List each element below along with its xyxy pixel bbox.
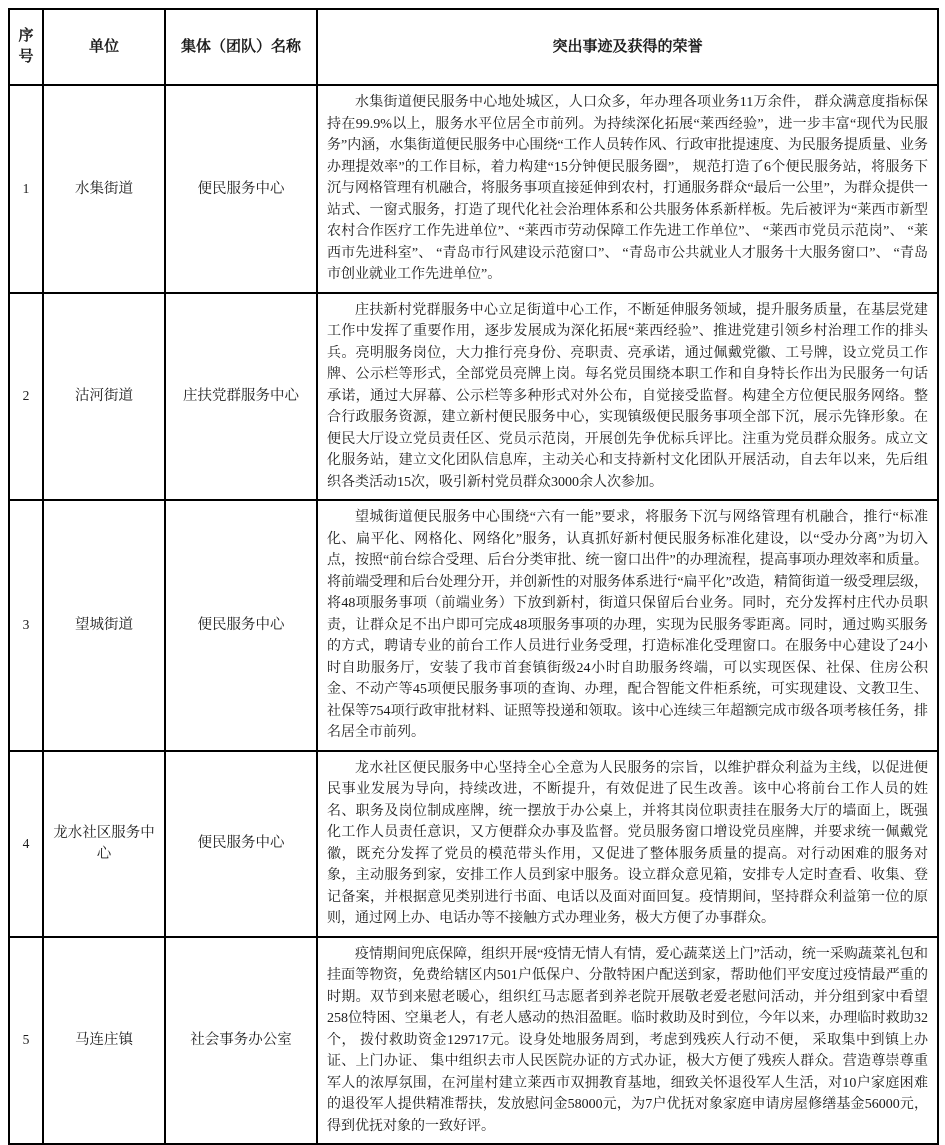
deeds-text: 疫情期间兜底保障，组织开展“疫情无情人有情，爱心蔬菜送上门”活动，统一采购蔬菜礼包和挂面等物资，免费给辖区内501户低保户、分散特困户配送到家，帮助他们平安度过疫情最严重的时期。双节到来慰老暖心，组织红马志愿者到养老院开展敬老爱老慰问活动，并分组到家中看望258位特困、空巢老人，有老人感动的热泪盈眶。临时救助及时到位，今年以来，办理临时救助32个， 拨付救助资金129717元。设身处地服务周到，考虑到残疾人行动不便， 采取集中到镇上办证、上门办证、 集中组织去市人民医院办证的方式办证，极大方便了残疾人群众。营造尊崇尊重军人的浓厚氛围，在河崖村建立莱西市双拥教育基地，细致关怀退役军人生活，对10户家庭困难的退役军人提供精准帮扶，发放慰问金58000元，为7户优抚对象家庭申请房屋修缮基金56000元，得到优抚对象的一致好评。 — [327, 946, 928, 1134]
header-deeds: 突出事迹及获得的荣誉 — [317, 9, 938, 85]
unit-cell: 望城街道 — [43, 500, 165, 751]
deeds-text: 庄扶新村党群服务中心立足街道中心工作，不断延伸服务领域，提升服务质量，在基层党建工作中发挥了重要作用，逐步发展成为深化拓展“莱西经验”、推进党建引领乡村治理工作的排头兵。亮明服务岗位，大力推行亮身份、亮职责、亮承诺，通过佩戴党徽、工号牌，设立党员工作牌、公示栏等形式，全部党员亮牌上岗。每名党员围绕本职工作和自身特长作出为民服务一句话承诺，通过大屏幕、公示栏等多种形式对外公布，自觉接受监督。构建全方位便民服务网络。整合行政服务资源，建立新村便民服务中心，实现镇级便民服务事项全部下沉，展示先锋形象。在便民大厅设立党员责任区、党员示范岗，开展创先争优标兵评比。注重为党员群众服务。成立文化服务站，建立文化团队信息库，主动关心和支持新村文化团队开展活动，自去年以来，先后组织各类活动15次，吸引新村党员群众3000余人次参加。 — [327, 302, 928, 490]
header-team: 集体（团队）名称 — [165, 9, 317, 85]
team-cell: 社会事务办公室 — [165, 937, 317, 1145]
deeds-cell — [317, 937, 938, 1145]
row-number: 5 — [9, 937, 43, 1145]
table-row — [9, 751, 938, 937]
table-row — [9, 500, 938, 751]
row-number: 1 — [9, 85, 43, 293]
team-cell: 庄扶党群服务中心 — [165, 293, 317, 501]
deeds-text: 龙水社区便民服务中心坚持全心全意为人民服务的宗旨，以维护群众利益为主线，以促进便民事业发展为导向，持续改进，不断提升，有效促进了民生改善。该中心将前台工作人员的姓名、职务及岗位制成座牌，统一摆放于办公桌上，并将其岗位职责挂在服务大厅的墙面上，既强化工作人员责任意识，又方便群众办事及监督。党员服务窗口增设党员座牌，并要求统一佩戴党徽，既充分发挥了党员的模范带头作用，又促进了整体服务质量的提高。对行动困难的服务对象，主动服务到家，安排工作人员到家中服务。设立群众意见箱，安排专人定时查看、收集、登记备案，并根据意见类别进行书面、电话以及面对面回复。疫情期间，坚持群众利益第一位的原则，通过网上办、电话办等不接触方式办理业务，极大方便了办事群众。 — [327, 760, 928, 926]
row-number: 4 — [9, 751, 43, 937]
deeds-text: 望城街道便民服务中心围绕“六有一能”要求，将服务下沉与网络管理有机融合，推行“标准化、扁平化、网格化、网络化”服务，认真抓好新村便民服务标准化建设，以“受办分离”为切入点，按照“前台综合受理、后台分类审批、统一窗口出件”的办理流程，提高事项办理效率和质量。将前端受理和后台处理分开，并创新性的对服务体系进行“扁平化”改造，精简街道一级受理层级，将48项服务事项（前端业务）下放到新村，街道只保留后台业务。同时，充分发挥村庄代办员职责，让群众足不出户即可完成48项服务事项的办理，实现为民服务零距离。同时，通过购买服务的方式，聘请专业的前台工作人员进行业务受理，打造标准化受理窗口。在服务中心建设了24小时自助服务厅，安装了我市首套镇街级24小时自助服务终端，可以实现医保、社保、住房公积金、不动产等45项便民服务事项的查询、办理，配合智能文件柜系统，可实现建设、文教卫生、社保等754项行政审批材料、证照等投递和领取。该中心连续三年超额完成市级各项考核任务，排名居全市前列。 — [327, 510, 928, 740]
header-no: 序号 — [9, 9, 43, 85]
unit-cell: 龙水社区服务中心 — [43, 751, 165, 937]
row-number: 3 — [9, 500, 43, 751]
row-number: 2 — [9, 293, 43, 501]
deeds-text: 水集街道便民服务中心地处城区，人口众多，年办理各项业务11万余件， 群众满意度指标保持在99.9%以上，服务水平位居全市前列。为持续深化拓展“莱西经验”，进一步丰富“现代为民服务”内涵，水集街道便民服务中心围绕“工作人员转作风、行政审批提速度、为民服务提质量、业务办理提效率”的工作目标，着力构建“15分钟便民服务圈”， 规范打造了6个便民服务站，将服务下沉与网格管理有机融合，将服务事项直接延伸到农村，打通服务群众“最后一公里”，为群众提供一站式、一窗式服务，打造了现代化社会治理体系和公共服务体系新样板。先后被评为“莱西市新型农村合作医疗工作先进单位”、“莱西市劳动保障工作先进工作单位”、 “莱西市党员示范岗”、 “莱西市先进科室”、 “青岛市行风建设示范窗口”、 “青岛市公共就业人才服务十大服务窗口”、 “青岛市创业就业工作先进单位”。 — [327, 95, 928, 282]
team-cell: 便民服务中心 — [165, 85, 317, 293]
team-cell: 便民服务中心 — [165, 751, 317, 937]
unit-cell: 水集街道 — [43, 85, 165, 293]
honors-table — [8, 8, 939, 1145]
deeds-cell — [317, 293, 938, 501]
header-unit: 单位 — [43, 9, 165, 85]
deeds-cell — [317, 85, 938, 293]
header-row — [9, 9, 938, 85]
unit-cell: 马连庄镇 — [43, 937, 165, 1145]
team-cell: 便民服务中心 — [165, 500, 317, 751]
table-row — [9, 85, 938, 293]
deeds-cell — [317, 500, 938, 751]
unit-cell: 沽河街道 — [43, 293, 165, 501]
table-row — [9, 293, 938, 501]
deeds-cell — [317, 751, 938, 937]
table-row — [9, 937, 938, 1145]
